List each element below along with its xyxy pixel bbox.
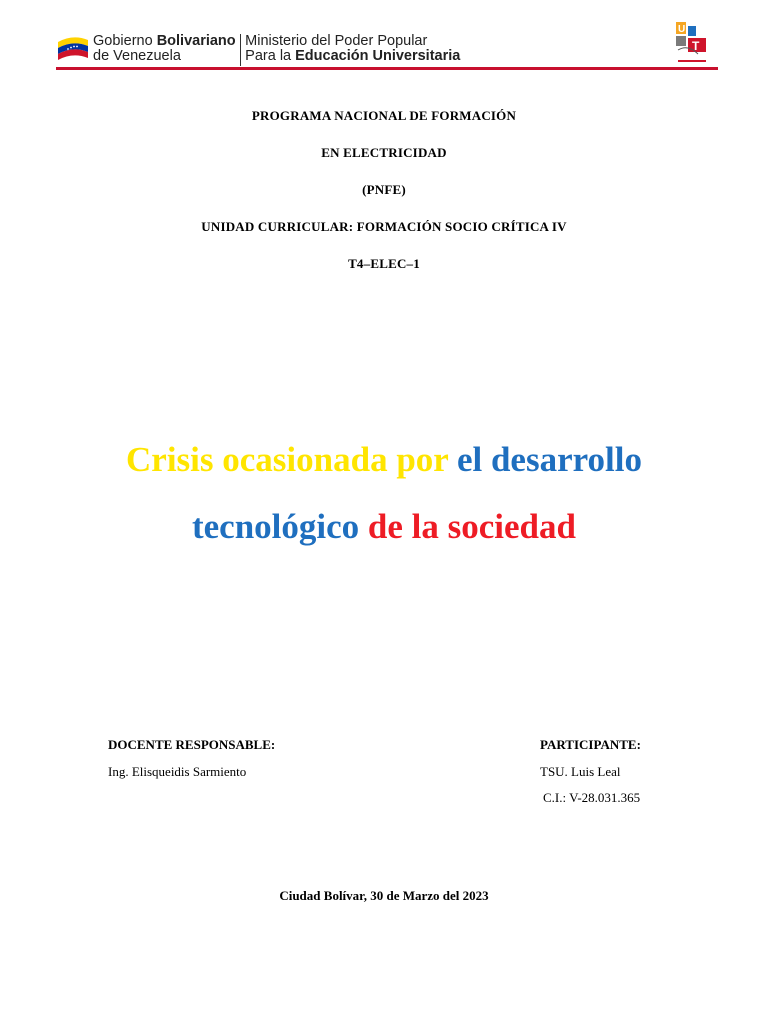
svg-text:U: U xyxy=(678,24,686,35)
title-part3: tecnológico xyxy=(191,507,360,546)
place-date: Ciudad Bolívar, 30 de Marzo del 2023 xyxy=(279,888,489,903)
program-title: PROGRAMA NACIONAL DE FORMACIÓN xyxy=(251,108,517,123)
ministry-line1: Ministerio del Poder Popular xyxy=(245,33,428,49)
header-divider xyxy=(56,67,718,70)
participante-label: PARTICIPANTE: xyxy=(540,737,641,752)
program-acronym: (PNFE) xyxy=(362,182,406,197)
logo-divider xyxy=(240,34,242,66)
venezuela-flag-icon xyxy=(56,32,90,62)
section-code: T4–ELEC–1 xyxy=(348,256,420,271)
gov-line2: de Venezuela xyxy=(93,48,181,64)
government-logo xyxy=(56,24,460,70)
ministry-line2-bold: Educación Universitaria xyxy=(295,48,461,64)
docente-label: DOCENTE RESPONSABLE: xyxy=(108,737,276,752)
program-subtitle: EN ELECTRICIDAD xyxy=(321,145,447,160)
ministry-line2-regular: Para la xyxy=(245,48,296,64)
document-title-line1 xyxy=(0,440,768,480)
title-part4: de la sociedad xyxy=(367,507,576,546)
title-part1: Crisis ocasionada por xyxy=(126,440,449,479)
participante-name: TSU. Luis Leal xyxy=(540,764,621,779)
curricular-unit: UNIDAD CURRICULAR: FORMACIÓN SOCIO CRÍTICA IV xyxy=(201,219,567,234)
document-title-line2 xyxy=(0,507,768,547)
gov-line1-regular: Gobierno xyxy=(93,33,157,49)
gov-line1-bold: Bolivariano xyxy=(156,33,236,49)
header xyxy=(56,20,716,72)
upt-logo-icon xyxy=(668,20,716,68)
participante-ci: C.I.: V-28.031.365 xyxy=(543,790,641,805)
government-text xyxy=(93,34,236,64)
title-part2: el desarrollo xyxy=(456,440,642,479)
ministry-text xyxy=(245,34,460,64)
docente-name: Ing. Elisqueidis Sarmiento xyxy=(108,764,247,779)
svg-text:T: T xyxy=(692,39,700,53)
